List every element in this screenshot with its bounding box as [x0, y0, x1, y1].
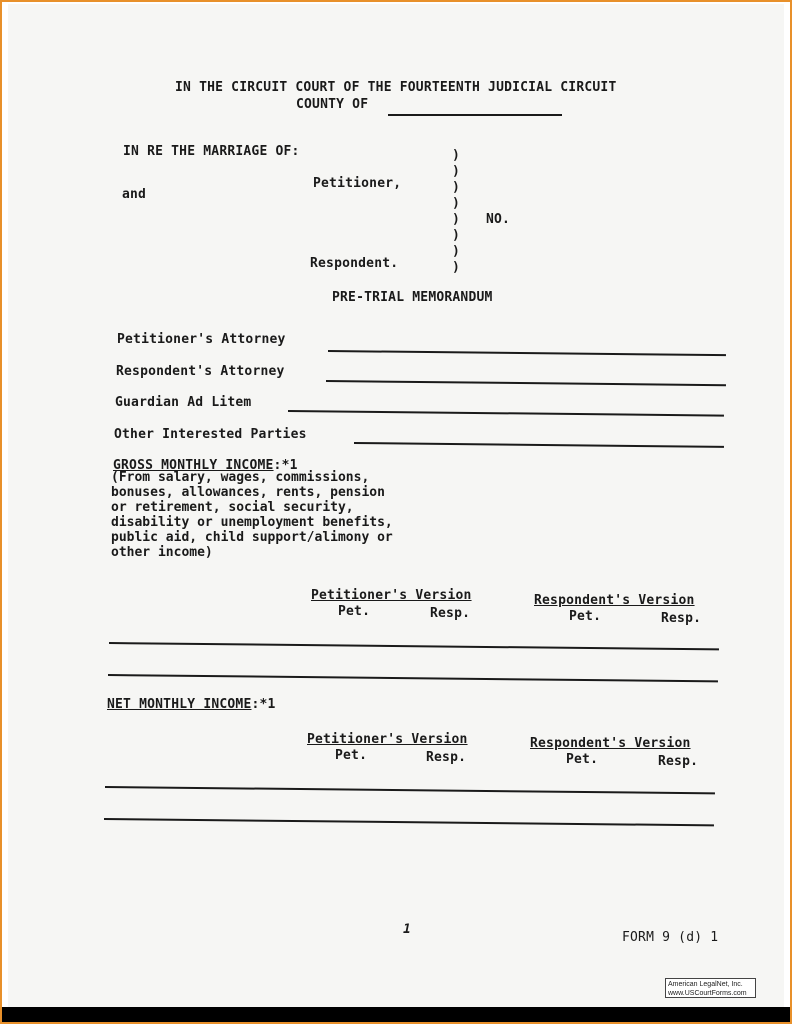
in-re-marriage: IN RE THE MARRIAGE OF:	[123, 144, 300, 159]
caption-paren: )	[452, 260, 460, 275]
net-pet-col: Pet.	[335, 748, 368, 763]
publisher-name: American LegalNet, Inc.	[668, 981, 743, 988]
caption-paren: )	[452, 196, 460, 211]
publisher-stamp	[665, 978, 756, 998]
gross-pet-col: Pet.	[338, 604, 371, 619]
caption-paren: )	[452, 244, 460, 259]
gross-petitioner-version: Petitioner's Version	[311, 588, 472, 603]
guardian-label: Guardian Ad Litem	[115, 395, 252, 410]
gross-income-suffix: :*1	[273, 458, 298, 473]
form-id: FORM 9 (d) 1	[622, 930, 719, 945]
publisher-url: www.USCourtForms.com	[668, 990, 747, 997]
document-title: PRE-TRIAL MEMORANDUM	[332, 290, 493, 305]
page-number: 1	[403, 922, 412, 937]
and-label: and	[122, 187, 147, 202]
gross-resp-col-2: Resp.	[661, 611, 702, 626]
net-income-suffix: :*1	[251, 697, 276, 712]
net-resp-col-2: Resp.	[658, 754, 699, 769]
petitioner-label: Petitioner,	[313, 176, 402, 191]
respondent-attorney-label: Respondent's Attorney	[116, 364, 285, 379]
gross-respondent-version: Respondent's Version	[534, 593, 695, 608]
net-pet-col-2: Pet.	[566, 752, 599, 767]
caption-paren: )	[452, 180, 460, 195]
caption-paren: )	[452, 164, 460, 179]
net-respondent-version: Respondent's Version	[530, 736, 691, 751]
petitioner-attorney-label: Petitioner's Attorney	[117, 332, 286, 347]
gross-pet-col-2: Pet.	[569, 609, 602, 624]
county-label: COUNTY OF	[296, 97, 369, 112]
caption-paren: )	[452, 148, 460, 163]
county-blank[interactable]	[388, 114, 562, 116]
net-income-heading	[107, 697, 276, 712]
gross-resp-col: Resp.	[430, 606, 471, 621]
scan-edge	[2, 1007, 790, 1022]
caption-paren: )	[452, 228, 460, 243]
respondent-label: Respondent.	[310, 256, 399, 271]
case-number-label: NO.	[486, 212, 511, 227]
net-resp-col: Resp.	[426, 750, 467, 765]
caption-paren: )	[452, 212, 460, 227]
court-heading: IN THE CIRCUIT COURT OF THE FOURTEENTH JUDICIAL CIRCUIT	[175, 80, 617, 95]
net-petitioner-version: Petitioner's Version	[307, 732, 468, 747]
gross-income-description: (From salary, wages, commissions, bonuses, allowances, rents, pension or retirement, social security, disability or unemployment benefits, public aid, child support/alimony or other income)	[111, 470, 393, 560]
net-income-title: NET MONTHLY INCOME	[107, 697, 252, 712]
gross-income-title: GROSS MONTHLY INCOME	[113, 458, 274, 473]
other-parties-label: Other Interested Parties	[114, 427, 307, 442]
